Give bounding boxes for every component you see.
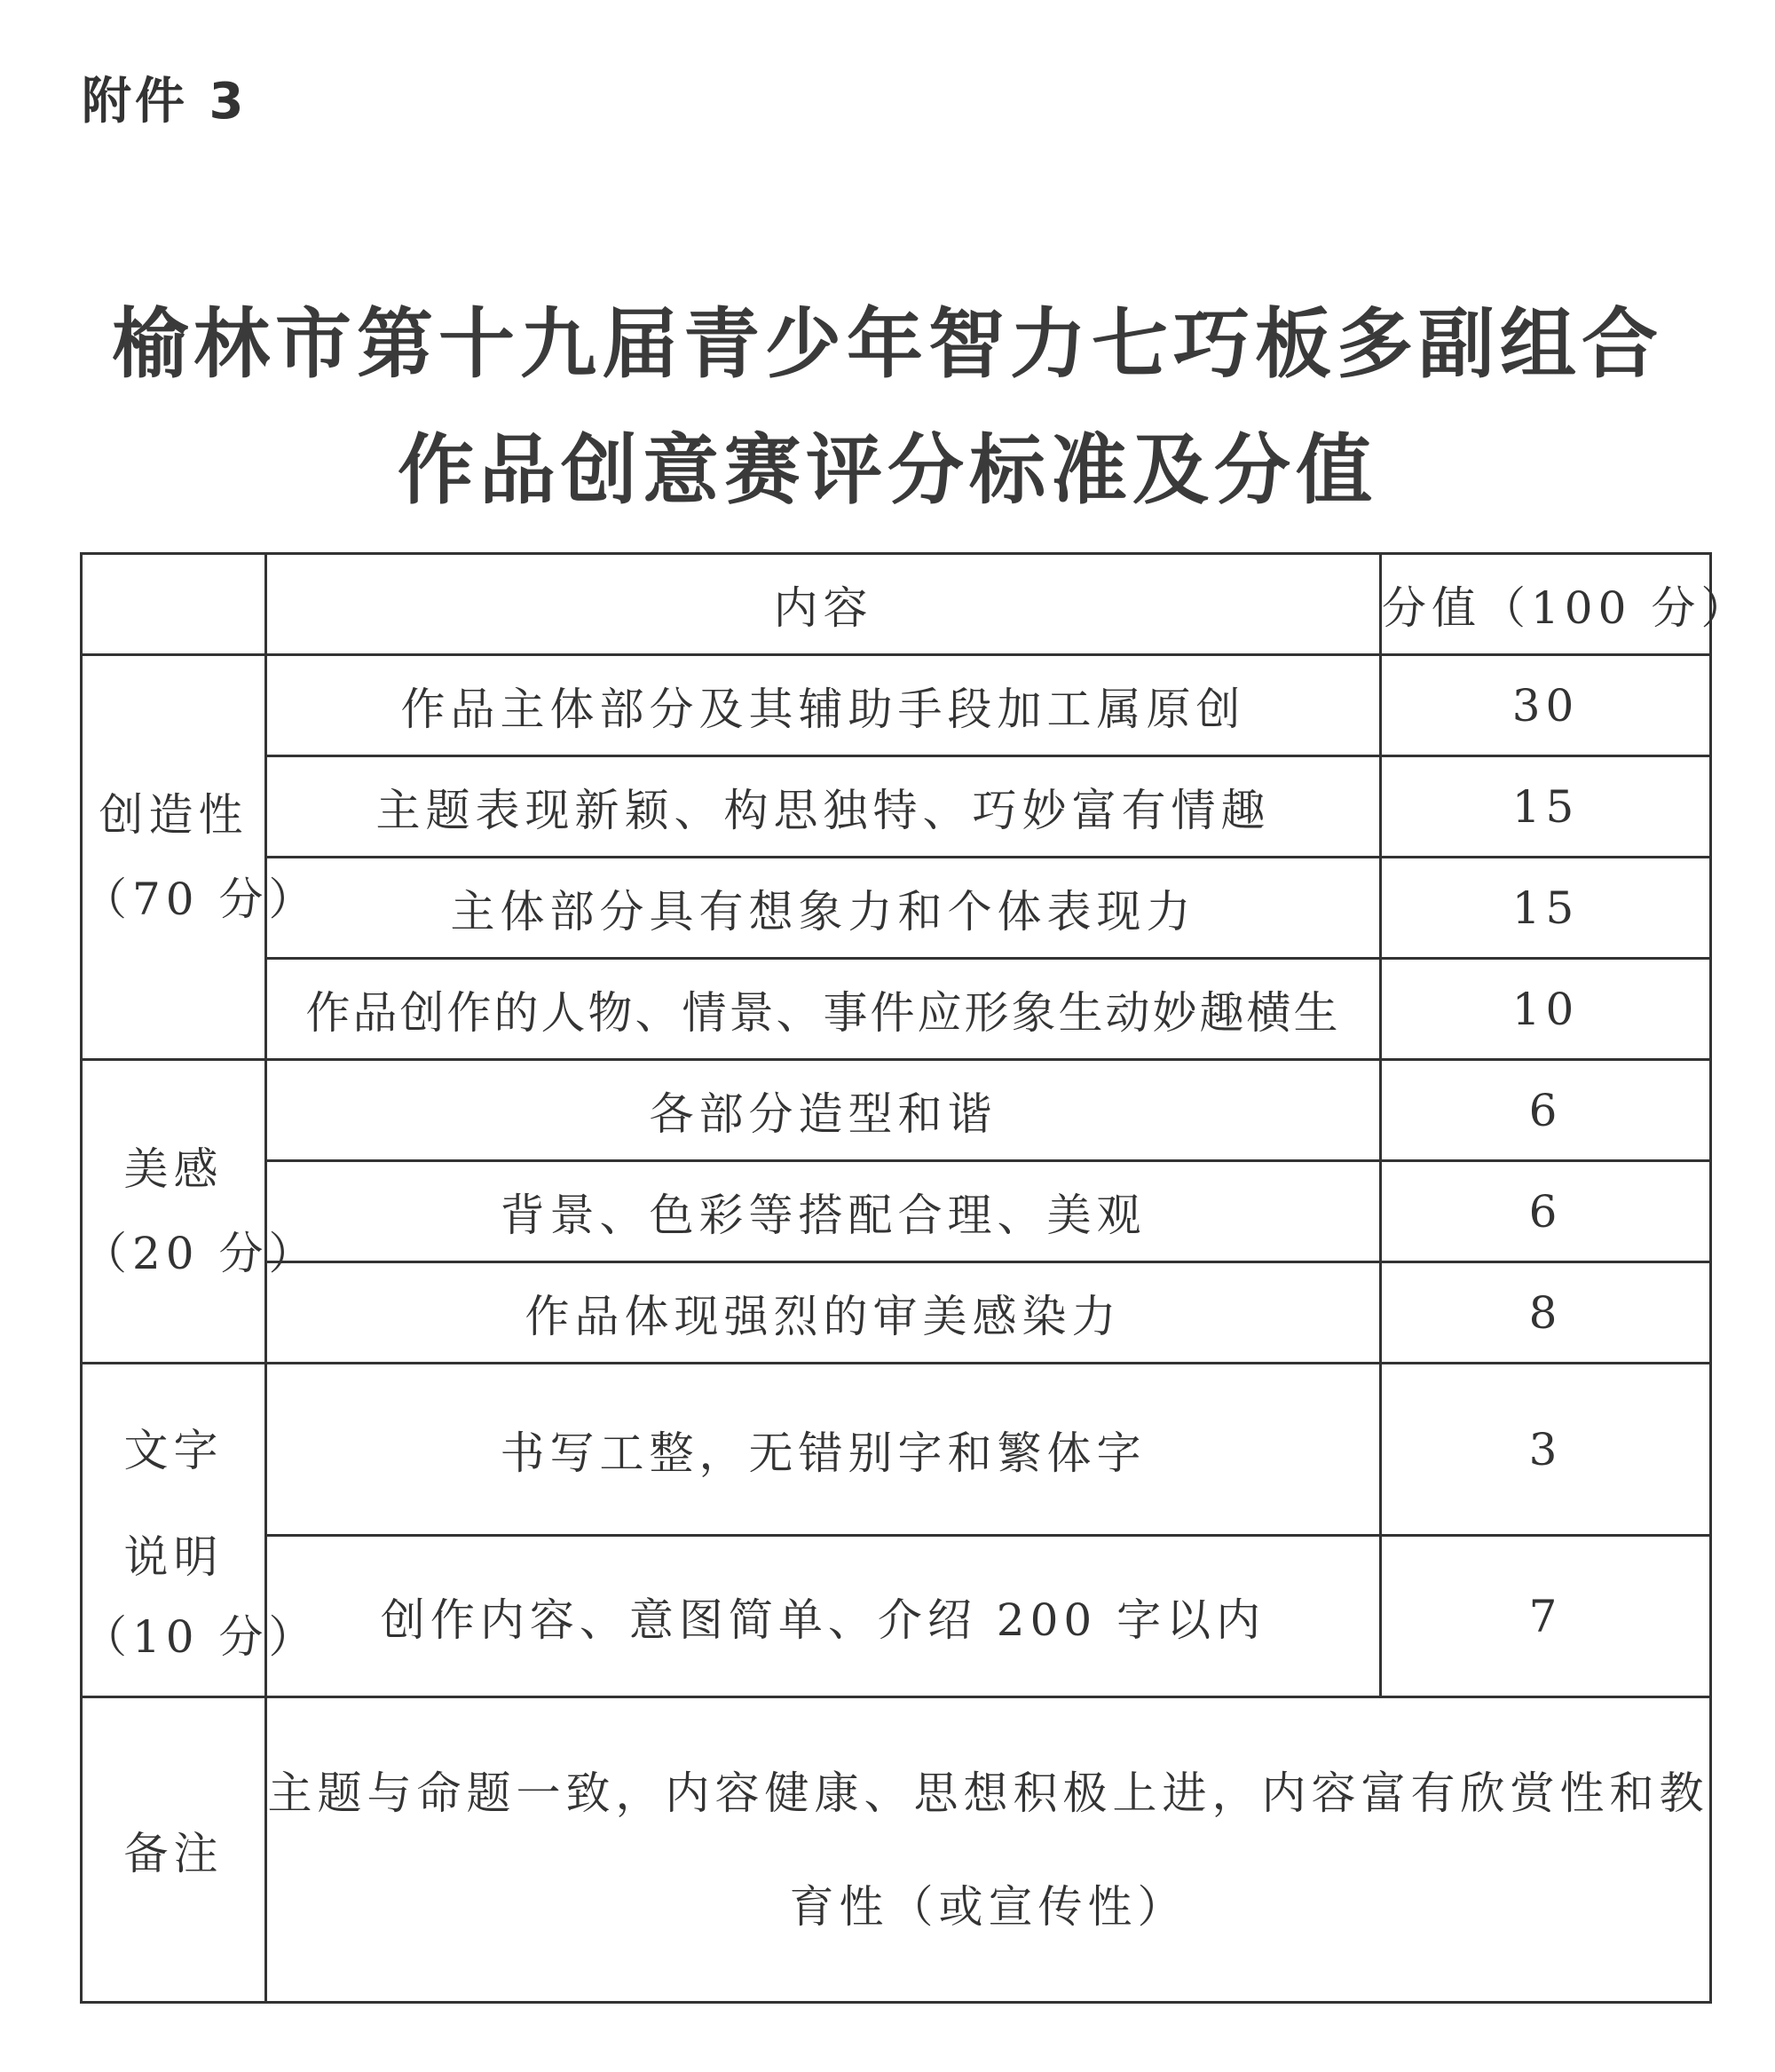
table-row — [82, 1536, 1711, 1697]
scoring-table — [80, 552, 1751, 2004]
category-name: 创造性 — [99, 788, 248, 841]
criterion-content: 主题表现新颖、构思独特、巧妙富有情趣 — [266, 756, 1381, 858]
criterion-score: 8 — [1381, 1262, 1711, 1364]
table-row-note — [82, 1697, 1711, 2003]
criterion-content: 作品体现强烈的审美感染力 — [266, 1262, 1381, 1364]
criterion-content: 创作内容、意图简单、介绍 200 字以内 — [266, 1536, 1381, 1697]
criterion-score: 30 — [1381, 655, 1711, 756]
table-row — [82, 756, 1711, 858]
criterion-score: 6 — [1381, 1060, 1711, 1161]
category-name: 文字 — [123, 1424, 224, 1476]
category-cell-creativity — [82, 655, 319, 1060]
category-cell-aesthetics — [82, 1060, 319, 1364]
table-row — [82, 1262, 1711, 1364]
criterion-content: 书写工整，无错别字和繁体字 — [266, 1364, 1381, 1536]
criterion-score: 7 — [1381, 1536, 1711, 1697]
category-points: （20 分） — [83, 1227, 319, 1279]
criterion-score: 10 — [1381, 959, 1711, 1060]
criterion-content: 背景、色彩等搭配合理、美观 — [266, 1161, 1381, 1262]
table-header-row — [82, 554, 1711, 655]
table-row — [82, 858, 1711, 959]
table-row — [82, 1364, 1711, 1536]
category-cell-text-description — [82, 1364, 319, 1697]
criterion-content: 各部分造型和谐 — [266, 1060, 1381, 1161]
criterion-score: 3 — [1381, 1364, 1711, 1536]
criterion-content: 作品创作的人物、情景、事件应形象生动妙趣横生 — [266, 959, 1381, 1060]
table-row — [82, 1161, 1711, 1262]
criterion-score: 6 — [1381, 1161, 1711, 1262]
criterion-score: 15 — [1381, 858, 1711, 959]
criterion-content: 作品主体部分及其辅助手段加工属原创 — [266, 655, 1381, 756]
category-name: 美感 — [123, 1143, 224, 1195]
note-label: 备注 — [82, 1697, 266, 2003]
category-name: 说明 — [123, 1530, 224, 1583]
criterion-content: 主体部分具有想象力和个体表现力 — [266, 858, 1381, 959]
document-title-line-2: 作品创意赛评分标准及分值 — [398, 426, 1377, 515]
header-score-cell: 分值（100 分） — [1381, 554, 1711, 655]
table-row — [82, 655, 1711, 756]
document-title-line-1: 榆林市第十九届青少年智力七巧板多副组合 — [112, 300, 1663, 389]
category-points: （70 分） — [83, 873, 319, 925]
attachment-label: 附件 3 — [82, 73, 248, 130]
table-row — [82, 1060, 1711, 1161]
header-category-cell — [82, 554, 266, 655]
table-row — [82, 959, 1711, 1060]
note-text: 主题与命题一致，内容健康、思想积极上进，内容富有欣赏性和教育性（或宣传性） — [266, 1697, 1711, 2003]
category-points: （10 分） — [83, 1610, 319, 1663]
header-content-cell: 内容 — [266, 554, 1381, 655]
criterion-score: 15 — [1381, 756, 1711, 858]
